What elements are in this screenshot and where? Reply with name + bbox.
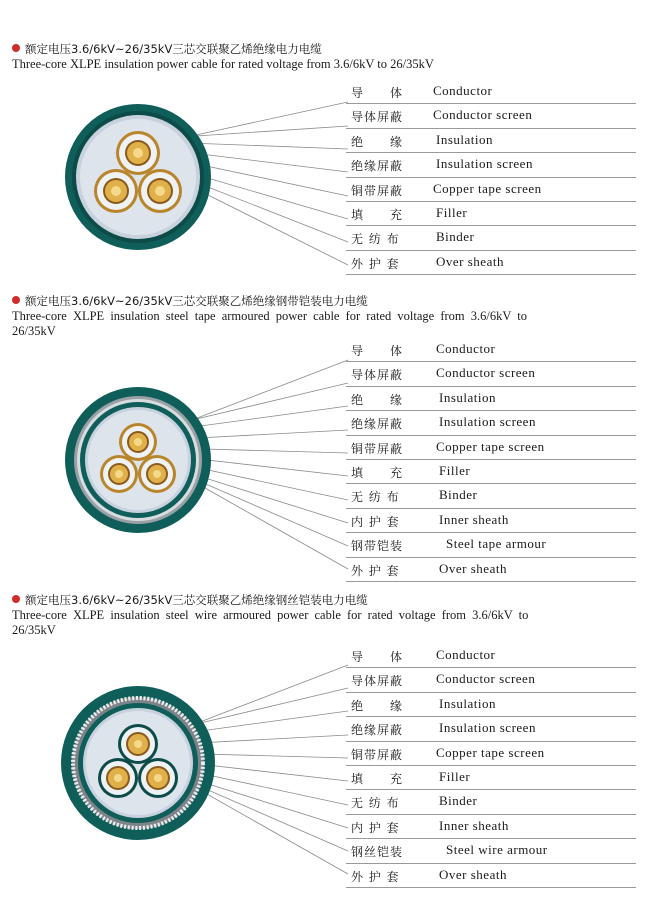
title-en: Three-core XLPE insulation steel tape armoured power cable for rated voltage from 3.6/6kV to 26/35kV	[12, 309, 527, 338]
cable-section-2	[0, 280, 650, 585]
legend-row: 外 护 套 Over sheath	[346, 864, 636, 888]
legend-row: 绝缘屏蔽 Insulation screen	[346, 411, 636, 435]
legend-row: 绝 缘 Insulation	[346, 693, 636, 717]
title-en: Three-core XLPE insulation steel wire armoured power cable for rated voltage from 3.6/6kV to 26/35kV	[12, 608, 529, 637]
legend-row: 填 充 Filler	[346, 202, 636, 226]
legend-row: 内 护 套 Inner sheath	[346, 509, 636, 533]
legend-row: 无 纺 布 Binder	[346, 484, 636, 508]
core-top	[116, 131, 160, 175]
legend-row: 无 纺 布 Binder	[346, 790, 636, 814]
legend-row: 外 护 套 Over sheath	[346, 558, 636, 582]
title-en: Three-core XLPE insulation power cable for rated voltage from 3.6/6kV to 26/35kV	[12, 57, 434, 71]
legend-row: 铜带屏蔽 Copper tape screen	[346, 742, 636, 766]
legend-row: 导 体 Conductor	[346, 80, 636, 104]
legend-row: 绝 缘 Insulation	[346, 129, 636, 153]
legend-row: 填 充 Filler	[346, 766, 636, 790]
cable-cross-section-diagram	[60, 685, 216, 841]
title-cn: 额定电压3.6/6kV~26/35kV三芯交联聚乙烯绝缘钢丝铠装电力电缆	[25, 593, 368, 607]
legend-row: 铜带屏蔽 Copper tape screen	[346, 178, 636, 202]
core-right	[138, 169, 182, 213]
legend-row: 钢丝铠装 Steel wire armour	[346, 839, 636, 863]
layer-legend	[346, 80, 636, 275]
cable-section-3	[0, 585, 650, 898]
core-left	[94, 169, 138, 213]
legend-row: 导 体 Conductor	[346, 644, 636, 668]
core-right	[138, 758, 178, 798]
title-cn: 额定电压3.6/6kV~26/35kV三芯交联聚乙烯绝缘钢带铠装电力电缆	[25, 294, 368, 308]
cable-section-1	[0, 0, 650, 280]
legend-row: 绝缘屏蔽 Insulation screen	[346, 717, 636, 741]
core-top	[119, 423, 157, 461]
legend-row: 外 护 套 Over sheath	[346, 251, 636, 275]
core-left	[98, 758, 138, 798]
legend-row: 内 护 套 Inner sheath	[346, 815, 636, 839]
core-right	[138, 455, 176, 493]
legend-row: 导 体 Conductor	[346, 338, 636, 362]
core-top	[118, 724, 158, 764]
cable-cross-section-diagram	[64, 103, 212, 251]
legend-row: 导体屏蔽 Conductor screen	[346, 362, 636, 386]
legend-row: 导体屏蔽 Conductor screen	[346, 668, 636, 692]
legend-row: 铜带屏蔽 Copper tape screen	[346, 436, 636, 460]
legend-row: 填 充 Filler	[346, 460, 636, 484]
layer-legend	[346, 338, 636, 582]
legend-row: 绝 缘 Insulation	[346, 387, 636, 411]
legend-row: 绝缘屏蔽 Insulation screen	[346, 153, 636, 177]
legend-row: 钢带铠装 Steel tape armour	[346, 533, 636, 557]
layer-legend	[346, 644, 636, 888]
cable-cross-section-diagram	[64, 386, 212, 534]
legend-row: 导体屏蔽 Conductor screen	[346, 104, 636, 128]
legend-row: 无 纺 布 Binder	[346, 226, 636, 250]
title-cn: 额定电压3.6/6kV~26/35kV三芯交联聚乙烯绝缘电力电缆	[25, 42, 322, 56]
core-left	[100, 455, 138, 493]
